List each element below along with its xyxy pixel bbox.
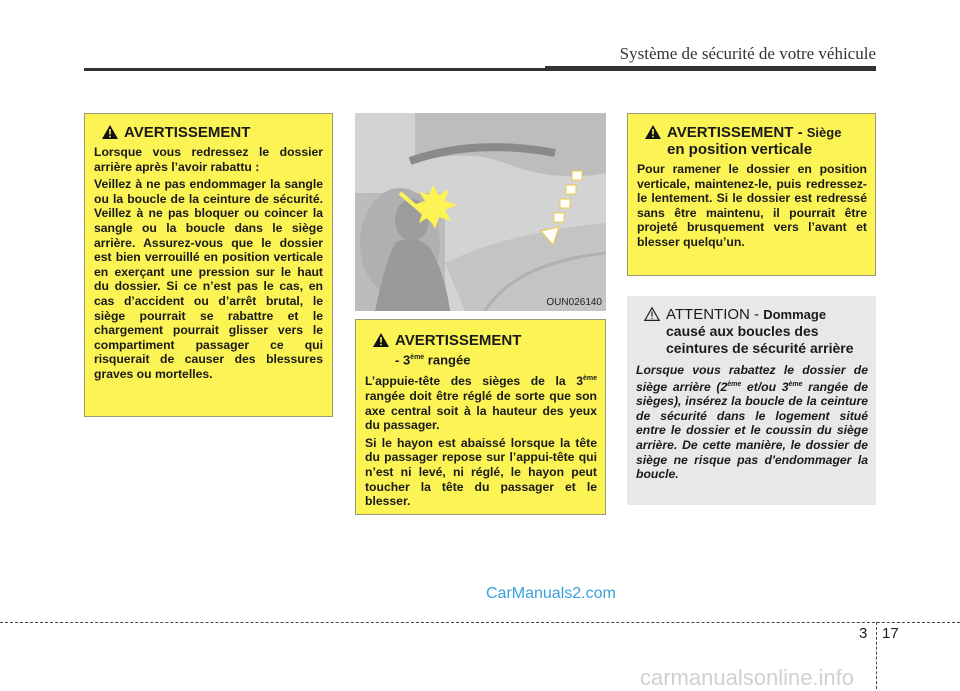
warning-title-middle-text: AVERTISSEMENT xyxy=(395,332,522,349)
header-rule-thick xyxy=(545,66,876,71)
site-watermark: carmanualsonline.info xyxy=(640,665,855,690)
warning-box-left xyxy=(84,113,333,417)
warning-triangle-icon xyxy=(102,125,118,139)
warning-box-middle xyxy=(355,319,606,515)
warning-middle-p1: L’appuie-tête des sièges de la 3ème rangée doit être réglé de sorte que son axe central soit à la hauteur des yeux du passager. xyxy=(365,374,597,433)
headrest-impact-illustration xyxy=(355,113,606,311)
caution-title-line3: ceintures de sécurité arrière xyxy=(666,340,854,356)
warning-right-text: Pour ramener le dossier en position verticale, maintenez-le, puis redressez-le lentement. Si le dossier est redressé sans être maintenu, il pourrait être projeté brusquement vers l’avant et blesser quelqu’un. xyxy=(637,162,867,249)
caution-triangle-icon xyxy=(644,307,660,321)
warning-triangle-icon xyxy=(645,125,661,139)
headrest-illustration xyxy=(355,113,606,311)
warning-title-middle xyxy=(365,332,597,368)
warning-title-left xyxy=(94,124,323,141)
footer-rule xyxy=(0,622,960,623)
header-title: Système de sécurité de votre véhicule xyxy=(619,44,876,63)
footer-vline xyxy=(876,622,877,689)
page-number: 17 xyxy=(882,625,899,642)
caution-title xyxy=(636,306,868,357)
warning-box-right xyxy=(627,113,876,276)
warning-title-left-text: AVERTISSEMENT xyxy=(124,124,251,141)
warning-title-right-text: AVERTISSEMENT - Siège xyxy=(667,124,842,141)
caution-title-line2: causé aux boucles des xyxy=(666,323,819,339)
caution-text: Lorsque vous rabattez le dossier de siège arrière (2ème et/ou 3ème rangée de sièges), insérez la boucle de la ceinture de sécurité dans le logement situé entre le dossier et le coussin du siège arrière. De cette manière, le dossier de siège ne risque pas d'endommager la boucle. xyxy=(636,363,868,482)
chapter-number: 3 xyxy=(859,625,868,642)
warning-middle-p2: Si le hayon est abaissé lorsque la tête du passager repose sur l’appui-tête qui n’est ni levé, ni réglé, le hayon peut toucher la tête du passager et le blesser. xyxy=(365,435,597,509)
warning-title-right xyxy=(637,124,867,158)
warning-triangle-icon xyxy=(373,333,389,347)
warning-left-p1: Lorsque vous redressez le dossier arrière après l’avoir rabattu : xyxy=(94,145,323,174)
caution-box-right xyxy=(627,296,876,505)
watermark-link[interactable]: CarManuals2.com xyxy=(486,585,616,602)
caution-title-text: ATTENTION - Dommage xyxy=(666,306,827,323)
warning-left-p2: Veillez à ne pas endommager la sangle ou la boucle de la ceinture de sécurité. Veillez à ne pas bloquer ou coincer la sangle ou la boucle dans le siège arrière. Assurez-vous que le dossier est bien verrouillé en position verticale en exerçant une pression sur le haut du dossier. Si ce n’est pas le cas, en cas d’accident ou d’arrêt brutal, le siège pourrait se rabattre et le chargement pourrait glisser vers le compartiment passager ce qui risquerait de causer des blessures graves ou mortelles. xyxy=(94,177,323,381)
warning-title-right-line2: en position verticale xyxy=(667,141,813,158)
warning-subtitle-middle: - 3ème rangée xyxy=(395,352,471,368)
figure-code: OUN026140 xyxy=(546,297,602,308)
